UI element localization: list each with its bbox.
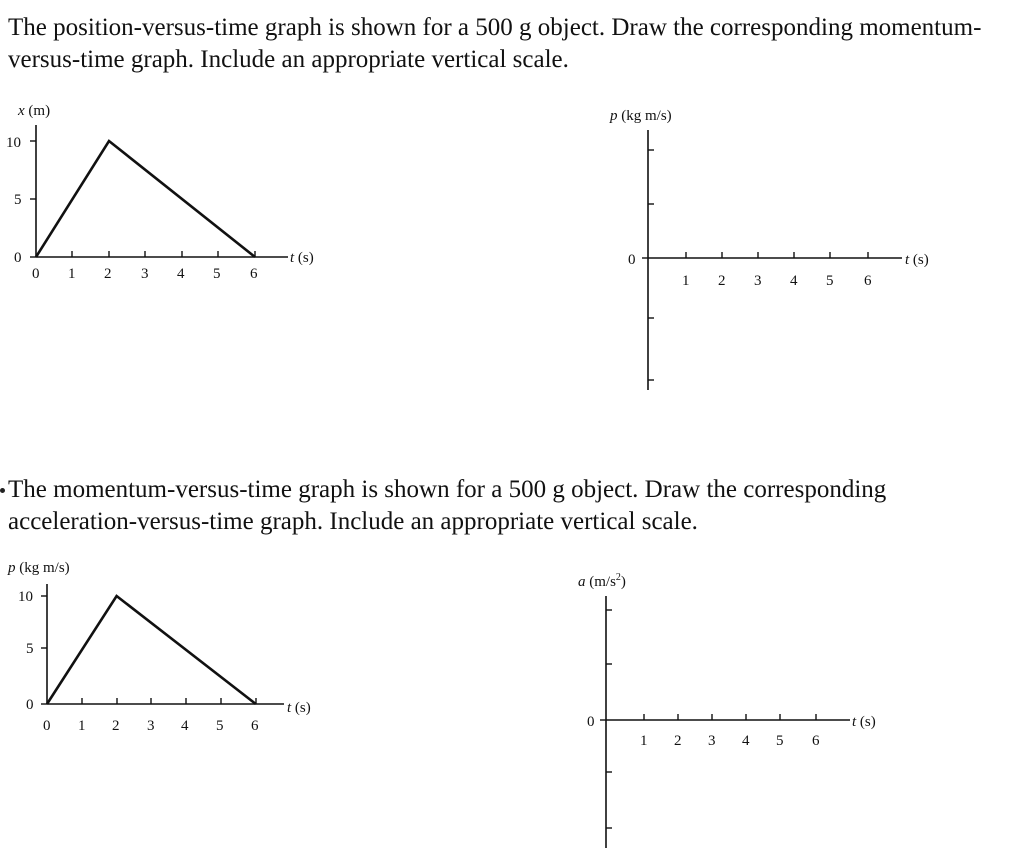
x-axis-label: t (s) (290, 250, 314, 266)
problem-bullet (0, 488, 5, 493)
x-tick-5: 5 (213, 266, 221, 282)
x-tick-labels (43, 718, 259, 734)
y-tick-labels (6, 135, 22, 266)
y-axis-label: p (kg m/s) (8, 560, 70, 576)
momentum-curve (47, 596, 256, 704)
position-time-graph (0, 95, 340, 295)
x-tick-0: 0 (43, 718, 51, 734)
x-tick-4: 4 (177, 266, 185, 282)
x-tick-3: 3 (147, 718, 155, 734)
x-tick-6: 6 (251, 718, 259, 734)
x-tick-4: 4 (181, 718, 189, 734)
acceleration-answer-graph (560, 566, 920, 856)
x-ticks (82, 698, 256, 704)
y-tick-10: 10 (6, 135, 21, 151)
x-tick-5: 5 (216, 718, 224, 734)
x-tick-0: 0 (32, 266, 40, 282)
x-ticks (644, 714, 816, 720)
y-tick-5: 5 (26, 641, 34, 657)
position-curve (36, 141, 255, 257)
y-ticks (41, 596, 47, 704)
x-axis-label: t (s) (287, 700, 311, 716)
y-tick-0: 0 (628, 252, 636, 268)
x-ticks (72, 251, 255, 257)
y-axis-label: p (kg m/s) (610, 108, 672, 124)
x-tick-labels (640, 733, 820, 749)
y-axis-label: x (m) (18, 103, 51, 119)
problem-2-text: The momentum-versus-time graph is shown for a 500 g object. Draw the corresponding acceleration-versus-time graph. Include an appropriate vertical scale. (8, 476, 887, 535)
x-tick-2: 2 (104, 266, 112, 282)
y-tick-0: 0 (587, 714, 595, 730)
x-tick-6: 6 (250, 266, 258, 282)
y-tick-10: 10 (18, 589, 33, 605)
x-tick-3: 3 (141, 266, 149, 282)
y-ticks (30, 141, 36, 257)
x-tick-labels (682, 273, 872, 289)
x-axis-label: t (s) (852, 714, 876, 730)
x-tick-5: 5 (826, 273, 834, 289)
x-tick-6: 6 (812, 733, 820, 749)
x-tick-1: 1 (78, 718, 86, 734)
y-tick-0: 0 (14, 250, 22, 266)
momentum-answer-graph (600, 100, 960, 400)
x-tick-2: 2 (112, 718, 120, 734)
momentum-time-graph (0, 552, 340, 742)
y-tick-5: 5 (14, 192, 22, 208)
problem-1-text: The position-versus-time graph is shown for a 500 g object. Draw the corresponding momentum-versus-time graph. Include an appropriate vertical scale. (8, 14, 982, 73)
x-tick-1: 1 (68, 266, 76, 282)
x-tick-2: 2 (674, 733, 682, 749)
y-tick-labels (18, 589, 34, 713)
x-axis-label: t (s) (905, 252, 929, 268)
x-tick-5: 5 (776, 733, 784, 749)
x-tick-1: 1 (640, 733, 648, 749)
x-tick-3: 3 (754, 273, 762, 289)
x-tick-4: 4 (742, 733, 750, 749)
x-tick-3: 3 (708, 733, 716, 749)
x-tick-6: 6 (864, 273, 872, 289)
y-axis-label: a $(m/s^2)$ (578, 572, 626, 590)
x-tick-2: 2 (718, 273, 726, 289)
x-tick-labels (32, 266, 258, 282)
x-tick-1: 1 (682, 273, 690, 289)
x-tick-4: 4 (790, 273, 798, 289)
y-tick-0: 0 (26, 697, 34, 713)
x-ticks (686, 252, 868, 258)
